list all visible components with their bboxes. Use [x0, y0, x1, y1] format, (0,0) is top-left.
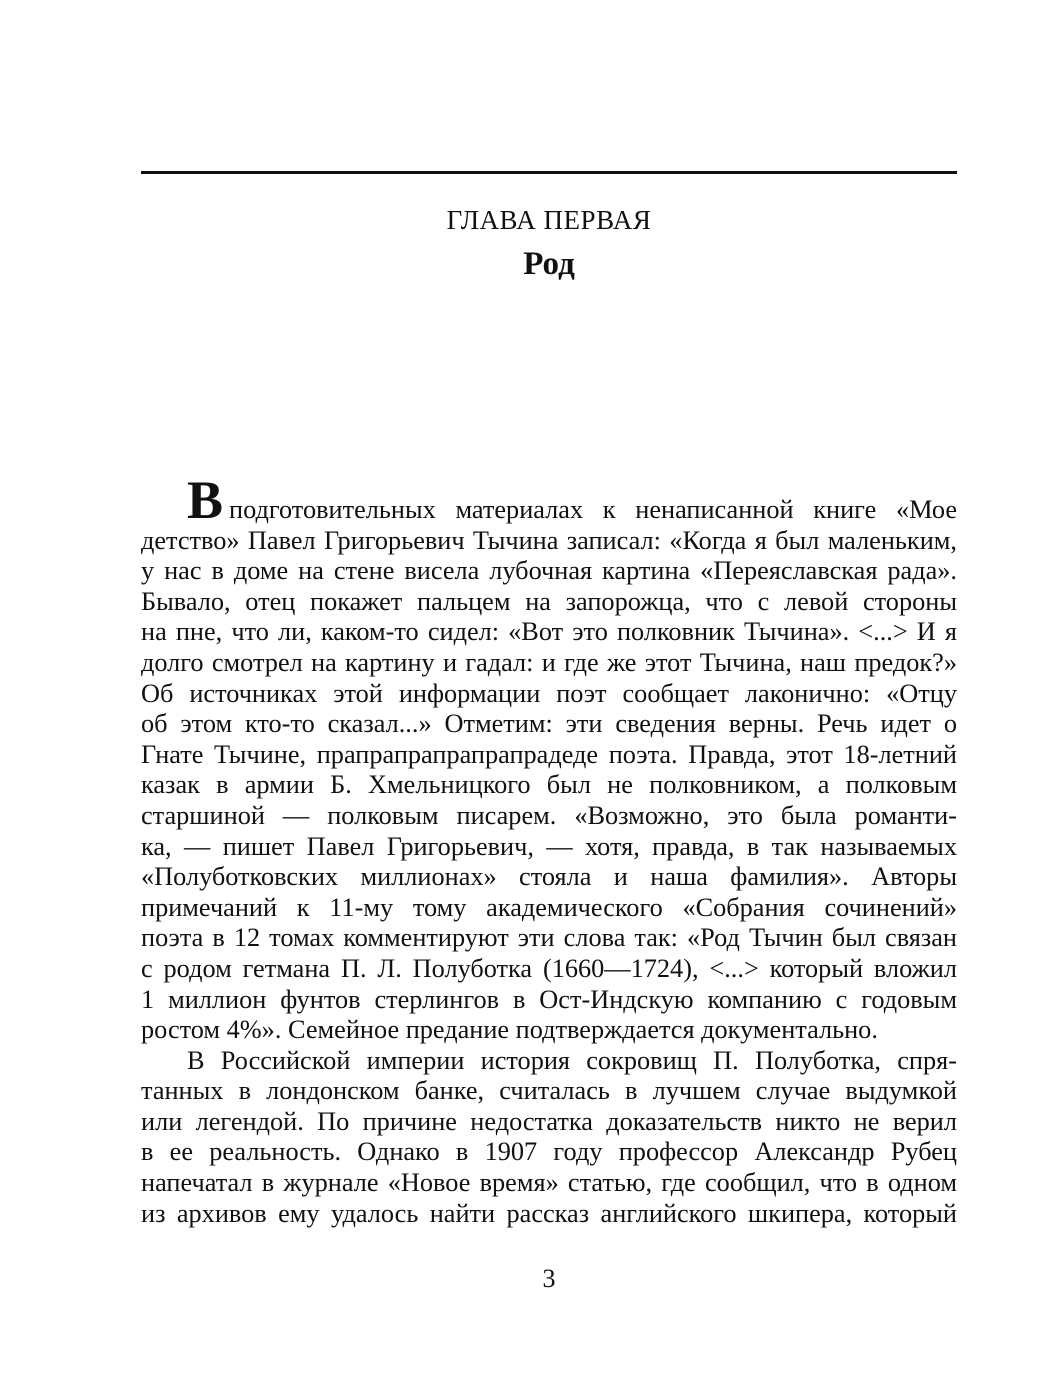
- text-line: 1 миллион фунтов стерлингов в Ост-Индскую компанию с годовым: [141, 984, 957, 1014]
- chapter-title: Род: [523, 246, 575, 282]
- text-line: на пне, что ли, каком-то сидел: «Вот это полковник Тычина». <...> И я: [141, 617, 957, 647]
- text-line: Бывало, отец покажет пальцем на запорожца, что с левой стороны: [141, 586, 957, 616]
- text-line: с родом гетмана П. Л. Полуботка (1660—1724), <...> который вложил: [141, 953, 957, 983]
- text-line: поэта в 12 томах комментируют эти слова так: «Род Тычин был связан: [141, 923, 957, 953]
- text-line: в ее реальность. Однако в 1907 году профессор Александр Рубец: [141, 1137, 957, 1167]
- drop-cap: В: [187, 470, 224, 530]
- text-line: [141, 470, 957, 530]
- text-line: старшиной — полковым писарем. «Возможно, это была романти-: [141, 800, 957, 830]
- text-line: примечаний к 11-му тому академического «Собрания сочинений»: [141, 892, 957, 922]
- text-line: казак в армии Б. Хмельницкого был не полковником, а полковым: [141, 770, 957, 800]
- body-text: [141, 470, 957, 1229]
- text-line: или легендой. По причине недостатка доказательств никто не верил: [141, 1106, 957, 1136]
- text-line: ка, — пишет Павел Григорьевич, — хотя, правда, в так называемых: [141, 831, 957, 861]
- text-line: детство» Павел Григорьевич Тычина записал: «Когда я был маленьким,: [141, 525, 957, 555]
- header-rule: [141, 171, 957, 174]
- text-line: «Полуботковских миллионах» стояла и наша фамилия». Авторы: [141, 862, 957, 892]
- text-line: у нас в доме на стене висела лубочная картина «Переяславская рада».: [141, 556, 957, 586]
- text-line: долго смотрел на картину и гадал: и где же этот Тычина, наш предок?»: [141, 647, 957, 677]
- text-line: Гнате Тычине, прапрапрапрапрапрадеде поэта. Правда, этот 18-летний: [141, 739, 957, 769]
- chapter-label: ГЛАВА ПЕРВАЯ: [446, 205, 652, 235]
- text-line: напечатал в журнале «Новое время» статью, где сообщил, что в одном: [141, 1168, 957, 1198]
- text-line: танных в лондонском банке, считалась в лучшем случае выдумкой: [141, 1076, 957, 1106]
- text-line: из архивов ему удалось найти рассказ английского шкипера, который: [141, 1198, 957, 1228]
- text-line-content: подготовительных материалах к ненаписанной книге «Мое: [229, 495, 957, 524]
- page-number: 3: [542, 1264, 556, 1293]
- text-line: В Российской империи история сокровищ П. Полуботка, спря-: [187, 1045, 957, 1075]
- text-line: Об источниках этой информации поэт сообщает лаконично: «Отцу: [141, 678, 957, 708]
- text-line: об этом кто-то сказал...» Отметим: эти сведения верны. Речь идет о: [141, 709, 957, 739]
- text-line: ростом 4%». Семейное предание подтверждается документально.: [141, 1015, 878, 1045]
